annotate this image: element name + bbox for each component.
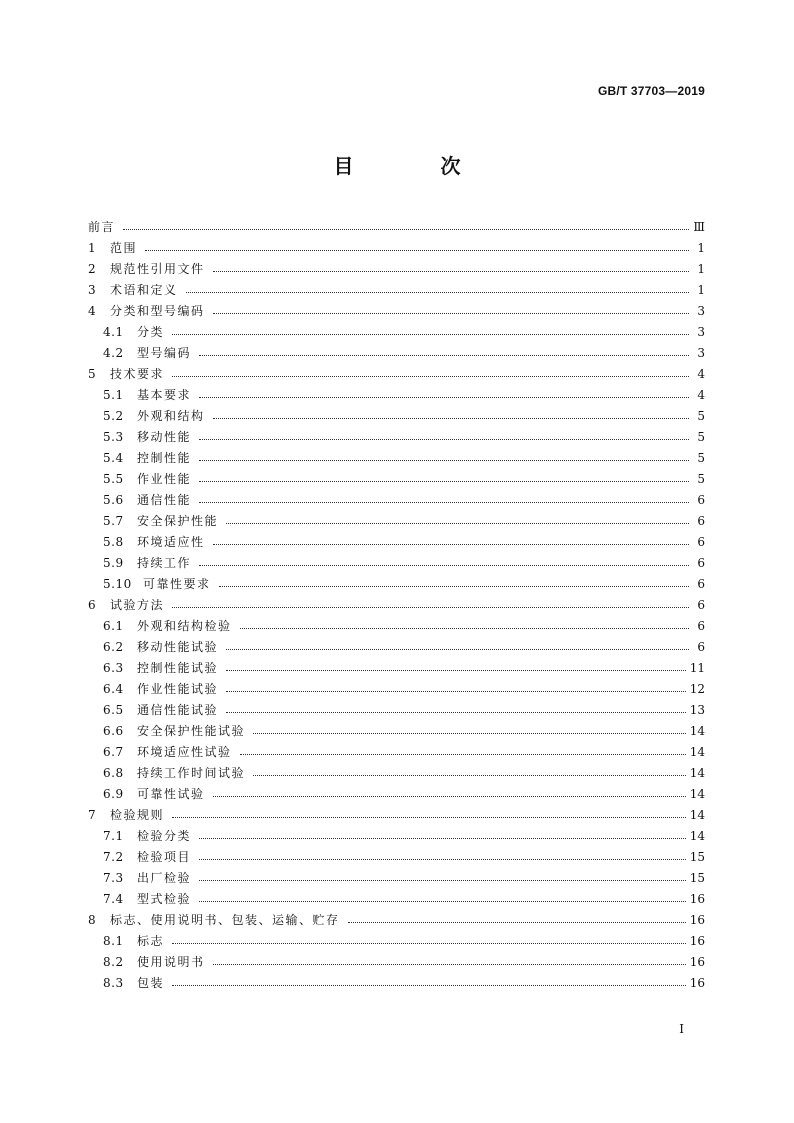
toc-entry-page: 14 [689, 807, 705, 822]
toc-dot-leader [213, 418, 689, 419]
toc-entry-label: 包装 [137, 976, 165, 990]
toc-entry[interactable] [88, 237, 705, 258]
toc-entry-number: 6.7 [103, 744, 124, 759]
toc-entry-page: 6 [697, 597, 705, 612]
toc-entry[interactable] [88, 384, 705, 405]
toc-dot-leader [226, 670, 686, 671]
toc-dot-leader [226, 523, 689, 524]
toc-entry-label: 控制性能试验 [137, 661, 219, 675]
toc-dot-leader [199, 880, 686, 881]
toc-dot-leader [199, 901, 686, 902]
toc-entry-label: 使用说明书 [137, 955, 205, 969]
toc-dot-leader [186, 292, 689, 293]
toc-entry-number: 4.2 [103, 345, 124, 360]
toc-entry[interactable] [88, 258, 705, 279]
toc-entry-label: 安全保护性能试验 [137, 724, 246, 738]
toc-entry-page: 14 [689, 828, 705, 843]
toc-entry-number: 2 [88, 261, 97, 276]
toc-entry-label: 出厂检验 [137, 871, 192, 885]
toc-dot-leader [145, 250, 689, 251]
toc-entry-label: 试验方法 [110, 598, 165, 612]
toc-entry-label: 移动性能试验 [137, 640, 219, 654]
toc-entry-page: 14 [689, 765, 705, 780]
toc-dot-leader [253, 775, 686, 776]
toc-entry[interactable] [88, 405, 705, 426]
toc-dot-leader [199, 481, 689, 482]
toc-entry-page: 16 [689, 933, 705, 948]
toc-dot-leader [219, 586, 689, 587]
toc-entry[interactable] [88, 594, 705, 615]
toc-entry-label: 外观和结构 [137, 409, 205, 423]
toc-entry-page: 15 [689, 849, 705, 864]
toc-entry-number: 5 [88, 366, 97, 381]
toc-entry-label: 移动性能 [137, 430, 192, 444]
toc-entry-page: 4 [697, 366, 705, 381]
toc-entry[interactable] [88, 867, 705, 888]
toc-entry-number: 8.3 [103, 975, 124, 990]
toc-dot-leader [199, 565, 689, 566]
toc-dot-leader [226, 712, 686, 713]
toc-entry[interactable] [88, 909, 705, 930]
toc-entry-label: 作业性能 [137, 472, 192, 486]
toc-entry-label: 分类 [137, 325, 165, 339]
toc-entry-number: 7.1 [103, 828, 124, 843]
toc-entry-page: Ⅲ [693, 219, 705, 234]
toc-entry[interactable] [88, 804, 705, 825]
toc-entry-number: 6.6 [103, 723, 124, 738]
toc-entry-label: 前言 [88, 220, 116, 234]
toc-dot-leader [172, 607, 689, 608]
toc-entry[interactable] [88, 951, 705, 972]
toc-entry[interactable] [88, 825, 705, 846]
toc-entry-page: 6 [697, 492, 705, 507]
toc-entry-page: 14 [689, 786, 705, 801]
toc-dot-leader [199, 397, 689, 398]
toc-entry-page: 15 [689, 870, 705, 885]
toc-entry-page: 11 [689, 660, 705, 675]
toc-entry[interactable] [88, 216, 705, 237]
toc-entry-page: 14 [689, 744, 705, 759]
toc-entry-label: 安全保护性能 [137, 514, 219, 528]
toc-entry[interactable] [88, 678, 705, 699]
toc-dot-leader [172, 376, 689, 377]
toc-entry-number: 7.3 [103, 870, 124, 885]
toc-dot-leader [172, 334, 689, 335]
toc-entry-page: 5 [697, 471, 705, 486]
toc-dot-leader [213, 964, 686, 965]
toc-entry-number: 6.8 [103, 765, 124, 780]
toc-entry-number: 4.1 [103, 324, 124, 339]
toc-entry-page: 5 [697, 408, 705, 423]
toc-entry-page: 13 [689, 702, 705, 717]
toc-entry-label: 规范性引用文件 [110, 262, 205, 276]
toc-entry-label: 可靠性要求 [143, 577, 211, 591]
toc-entry-label: 作业性能试验 [137, 682, 219, 696]
toc-dot-leader [213, 271, 689, 272]
toc-entry-page: 3 [697, 303, 705, 318]
toc-entry[interactable] [88, 552, 705, 573]
toc-entry-page: 16 [689, 891, 705, 906]
toc-entry-number: 5.7 [103, 513, 124, 528]
toc-entry-number: 8.2 [103, 954, 124, 969]
toc-dot-leader [199, 439, 689, 440]
toc-entry-page: 6 [697, 576, 705, 591]
toc-entry-number: 6.3 [103, 660, 124, 675]
toc-entry-label: 标志、使用说明书、包装、运输、贮存 [110, 913, 340, 927]
toc-entry-label: 检验规则 [110, 808, 165, 822]
toc-dot-leader [226, 691, 686, 692]
toc-entry-page: 6 [697, 555, 705, 570]
toc-entry-number: 6.2 [103, 639, 124, 654]
toc-entry-label: 持续工作时间试验 [137, 766, 246, 780]
table-of-contents [88, 216, 705, 993]
toc-entry[interactable] [88, 531, 705, 552]
toc-entry-number: 6.1 [103, 618, 124, 633]
toc-entry[interactable] [88, 846, 705, 867]
toc-entry-page: 4 [697, 387, 705, 402]
toc-entry-number: 7.2 [103, 849, 124, 864]
toc-entry-number: 7 [88, 807, 97, 822]
toc-entry[interactable] [88, 930, 705, 951]
toc-entry-label: 外观和结构检验 [137, 619, 232, 633]
toc-entry-label: 通信性能 [137, 493, 192, 507]
toc-entry-number: 8.1 [103, 933, 124, 948]
toc-entry-label: 控制性能 [137, 451, 192, 465]
toc-entry-number: 5.10 [103, 576, 132, 591]
toc-entry-label: 型号编码 [137, 346, 192, 360]
toc-entry-label: 标志 [137, 934, 165, 948]
toc-dot-leader [172, 943, 686, 944]
toc-entry-number: 5.3 [103, 429, 124, 444]
toc-dot-leader [240, 754, 686, 755]
toc-dot-leader [348, 922, 686, 923]
standard-code: GB/T 37703—2019 [597, 84, 705, 98]
toc-entry-number: 8 [88, 912, 97, 927]
toc-dot-leader [172, 817, 686, 818]
page-number: Ⅰ [679, 1022, 684, 1036]
toc-entry[interactable] [88, 300, 705, 321]
toc-entry-page: 3 [697, 345, 705, 360]
toc-entry-number: 5.2 [103, 408, 124, 423]
toc-entry[interactable] [88, 489, 705, 510]
toc-entry[interactable] [88, 573, 705, 594]
toc-dot-leader [199, 355, 689, 356]
toc-entry-label: 型式检验 [137, 892, 192, 906]
toc-dot-leader [213, 313, 689, 314]
toc-entry[interactable] [88, 741, 705, 762]
toc-entry[interactable] [88, 657, 705, 678]
toc-entry[interactable] [88, 762, 705, 783]
toc-dot-leader [123, 229, 689, 230]
toc-entry[interactable] [88, 321, 705, 342]
toc-entry-number: 4 [88, 303, 97, 318]
page-title: 目 次 [333, 154, 501, 178]
toc-entry-label: 技术要求 [110, 367, 165, 381]
toc-entry[interactable] [88, 510, 705, 531]
toc-entry[interactable] [88, 447, 705, 468]
toc-dot-leader [253, 733, 686, 734]
toc-entry[interactable] [88, 342, 705, 363]
toc-entry-number: 5.4 [103, 450, 124, 465]
toc-entry-label: 持续工作 [137, 556, 192, 570]
toc-entry-page: 6 [697, 639, 705, 654]
toc-entry-page: 1 [697, 240, 705, 255]
toc-entry-label: 通信性能试验 [137, 703, 219, 717]
toc-entry-page: 6 [697, 513, 705, 528]
toc-entry-number: 7.4 [103, 891, 124, 906]
toc-entry[interactable] [88, 699, 705, 720]
toc-entry-number: 5.5 [103, 471, 124, 486]
toc-entry-label: 术语和定义 [110, 283, 178, 297]
toc-dot-leader [172, 985, 686, 986]
toc-dot-leader [199, 838, 686, 839]
toc-entry-page: 5 [697, 450, 705, 465]
toc-entry-number: 6.5 [103, 702, 124, 717]
toc-entry[interactable] [88, 426, 705, 447]
toc-entry[interactable] [88, 363, 705, 384]
toc-entry[interactable] [88, 468, 705, 489]
toc-entry[interactable] [88, 720, 705, 741]
toc-entry-page: 6 [697, 534, 705, 549]
toc-entry-number: 1 [88, 240, 97, 255]
toc-entry-number: 6 [88, 597, 97, 612]
toc-entry-label: 范围 [110, 241, 138, 255]
toc-entry[interactable] [88, 888, 705, 909]
toc-entry-label: 检验分类 [137, 829, 192, 843]
toc-entry[interactable] [88, 636, 705, 657]
toc-entry-page: 14 [689, 723, 705, 738]
toc-entry[interactable] [88, 972, 705, 993]
toc-entry-page: 1 [697, 261, 705, 276]
toc-entry-number: 6.4 [103, 681, 124, 696]
toc-dot-leader [213, 544, 689, 545]
toc-entry-page: 6 [697, 618, 705, 633]
toc-entry-label: 基本要求 [137, 388, 192, 402]
toc-entry-label: 环境适应性 [137, 535, 205, 549]
toc-entry-page: 16 [689, 954, 705, 969]
toc-dot-leader [226, 649, 689, 650]
toc-dot-leader [213, 796, 686, 797]
toc-dot-leader [199, 859, 686, 860]
toc-entry-number: 5.6 [103, 492, 124, 507]
toc-entry-number: 5.9 [103, 555, 124, 570]
toc-entry-page: 12 [689, 681, 705, 696]
toc-entry-label: 可靠性试验 [137, 787, 205, 801]
toc-entry-page: 3 [697, 324, 705, 339]
toc-entry-label: 环境适应性试验 [137, 745, 232, 759]
toc-entry-page: 16 [689, 975, 705, 990]
toc-entry-label: 检验项目 [137, 850, 192, 864]
toc-entry-page: 5 [697, 429, 705, 444]
toc-entry-number: 6.9 [103, 786, 124, 801]
toc-entry[interactable] [88, 279, 705, 300]
toc-entry-number: 5.1 [103, 387, 124, 402]
toc-entry-page: 16 [689, 912, 705, 927]
toc-entry-number: 3 [88, 282, 97, 297]
toc-entry[interactable] [88, 615, 705, 636]
toc-entry[interactable] [88, 783, 705, 804]
toc-entry-page: 1 [697, 282, 705, 297]
toc-dot-leader [240, 628, 689, 629]
toc-entry-label: 分类和型号编码 [110, 304, 205, 318]
toc-dot-leader [199, 502, 689, 503]
toc-entry-number: 5.8 [103, 534, 124, 549]
toc-dot-leader [199, 460, 689, 461]
